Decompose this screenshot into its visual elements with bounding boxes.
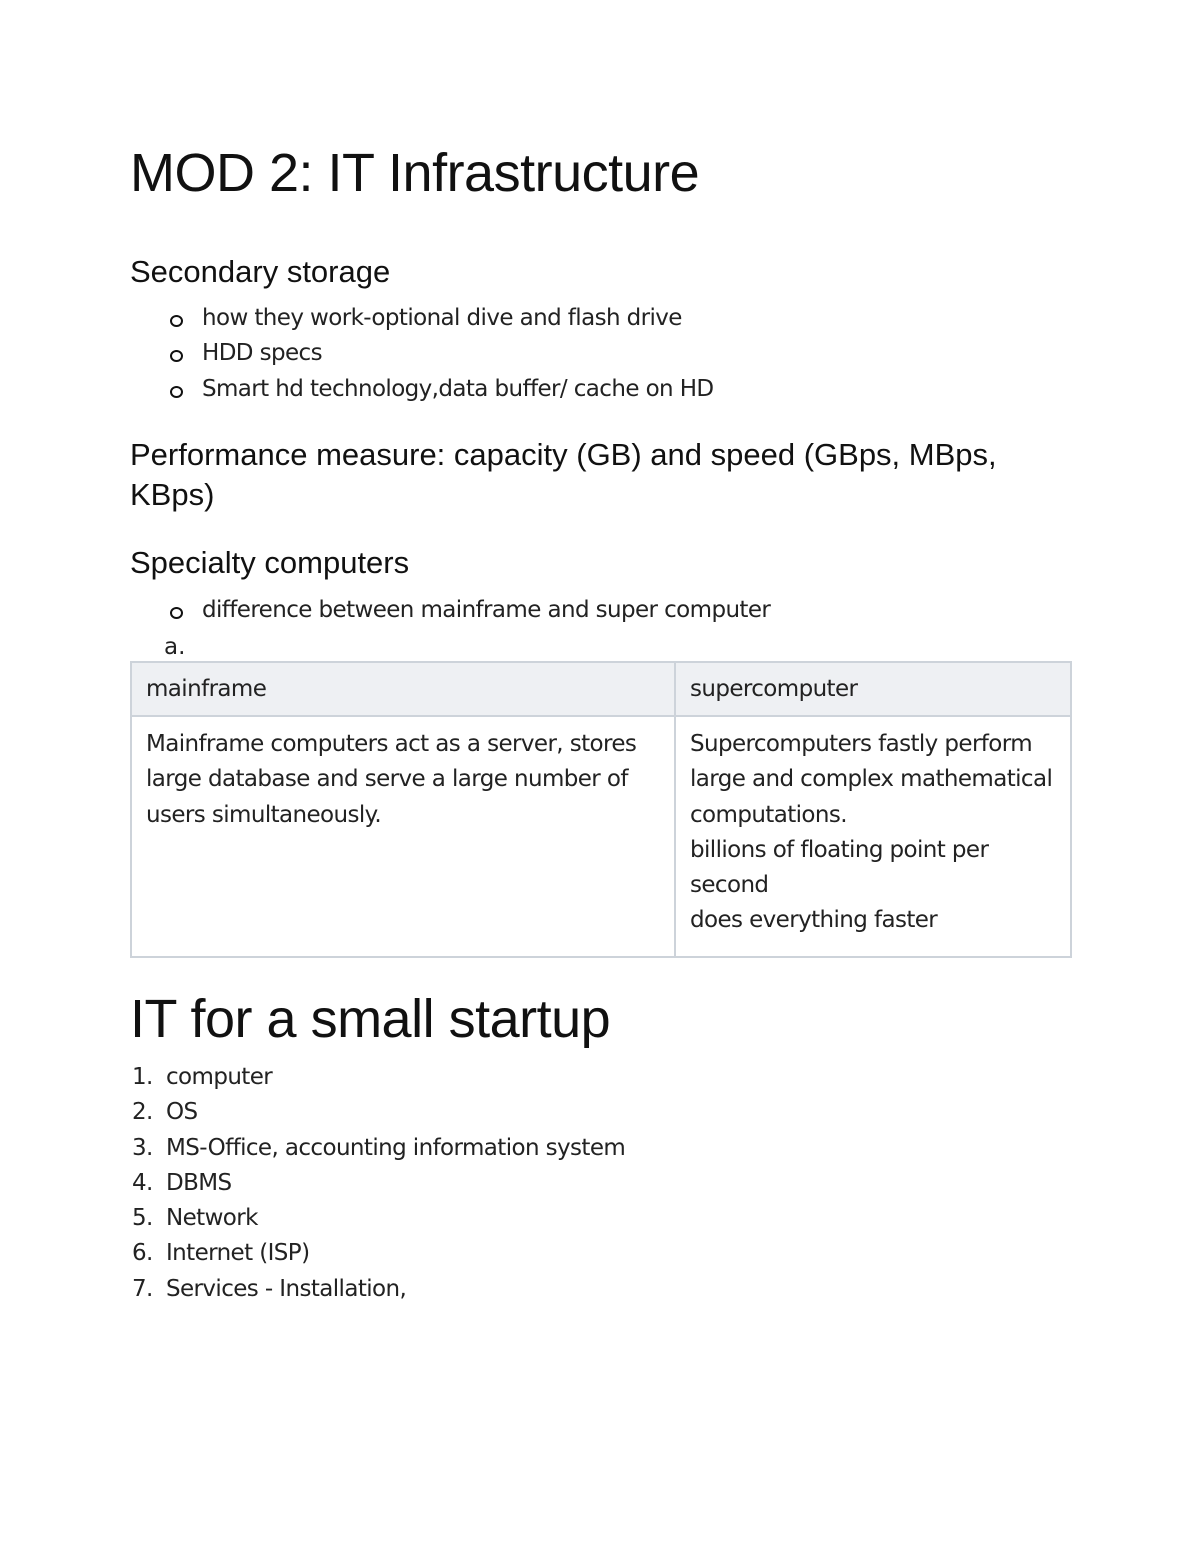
- list-item-text: Smart hd technology,data buffer/ cache on HD: [202, 375, 714, 402]
- list-number: 3.: [132, 1134, 153, 1161]
- table-cell-mainframe: Mainframe computers act as a server, stores large database and serve a large number of users simultaneously.: [131, 716, 675, 957]
- table-row: [131, 716, 1071, 957]
- list-item: [170, 336, 714, 371]
- list-item: [170, 593, 770, 628]
- heading-performance-measure: Performance measure: capacity (GB) and speed (GBps, MBps, KBps): [130, 437, 997, 512]
- bullet-icon: [170, 315, 183, 327]
- cell-line: does everything faster: [690, 907, 938, 934]
- bullet-icon: [170, 350, 183, 362]
- list-item: [130, 1060, 625, 1095]
- sub-list-marker: a.: [164, 634, 186, 660]
- list-number: 7.: [132, 1275, 153, 1302]
- list-item-text: Network: [166, 1205, 258, 1232]
- list-number: 2.: [132, 1099, 153, 1126]
- table-cell-supercomputer: [675, 716, 1071, 957]
- cell-line: billions of floating point per second: [690, 836, 989, 899]
- list-item-text: Services - Installation,: [166, 1275, 407, 1302]
- list-item: [130, 1095, 625, 1130]
- list-item: [130, 1131, 625, 1166]
- specialty-list: [170, 593, 770, 628]
- comparison-table: [130, 661, 1072, 958]
- section-title-startup: IT for a small startup: [130, 989, 611, 1049]
- table-header-cell: supercomputer: [675, 662, 1071, 716]
- list-item: [130, 1236, 625, 1271]
- list-item-text: MS-Office, accounting information system: [166, 1134, 626, 1161]
- cell-line: Supercomputers fastly perform large and complex mathematical computations.: [690, 731, 1053, 828]
- list-item-text: difference between mainframe and super computer: [202, 597, 771, 623]
- startup-list: [130, 1060, 625, 1307]
- list-number: 4.: [132, 1169, 153, 1196]
- list-item-text: how they work-optional dive and flash drive: [202, 305, 682, 331]
- list-item-text: Internet (ISP): [166, 1240, 310, 1267]
- heading-secondary-storage: Secondary storage: [130, 254, 391, 289]
- list-item-text: DBMS: [166, 1169, 232, 1196]
- bullet-icon: [170, 386, 183, 398]
- list-number: 5.: [132, 1205, 153, 1232]
- list-number: 1.: [132, 1064, 153, 1090]
- secondary-storage-list: [170, 301, 714, 407]
- list-item: [170, 372, 714, 407]
- list-item: [130, 1272, 625, 1307]
- list-number: 6.: [132, 1240, 153, 1267]
- list-item-text: computer: [166, 1064, 273, 1090]
- table-header-row: [131, 662, 1071, 716]
- bullet-icon: [170, 607, 183, 619]
- page-title: MOD 2: IT Infrastructure: [130, 143, 700, 203]
- list-item: [130, 1201, 625, 1236]
- list-item: [170, 301, 714, 336]
- list-item-text: HDD specs: [202, 340, 322, 367]
- heading-specialty-computers: Specialty computers: [130, 545, 410, 580]
- list-item: [130, 1166, 625, 1201]
- list-item-text: OS: [166, 1099, 198, 1126]
- table-header-cell: mainframe: [131, 662, 675, 716]
